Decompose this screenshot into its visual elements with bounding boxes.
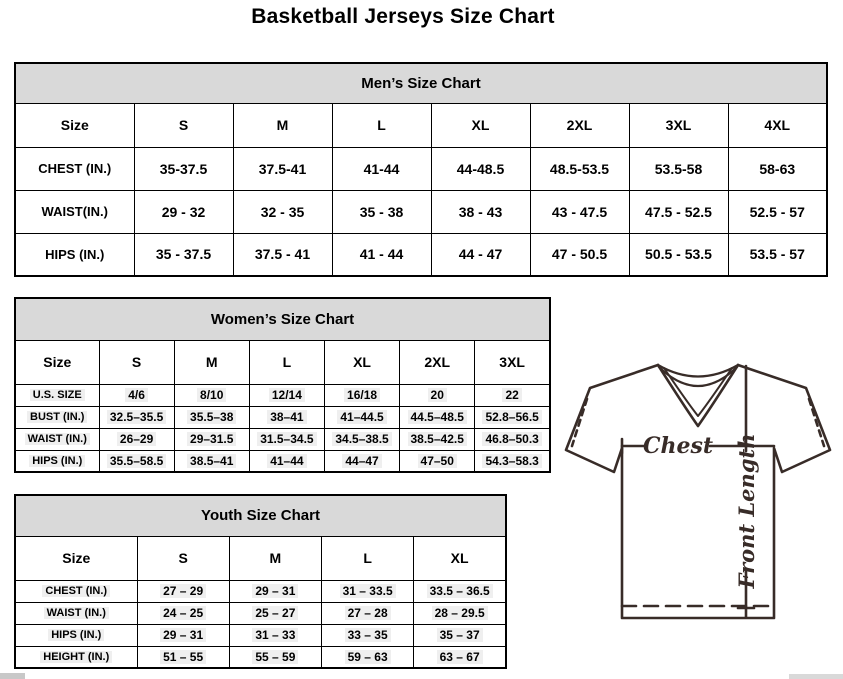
size-value-cell: 38.5–41 — [174, 450, 249, 472]
size-value-cell: 44.5–48.5 — [400, 406, 475, 428]
size-value-cell: 63 – 67 — [414, 646, 506, 668]
row-label: HIPS (IN.) — [15, 624, 137, 646]
row-label: CHEST (IN.) — [15, 580, 137, 602]
size-value-cell: 51 – 55 — [137, 646, 229, 668]
row-label: CHEST (IN.) — [15, 147, 134, 190]
size-value-cell: 41–44.5 — [324, 406, 399, 428]
size-value-cell: 41-44 — [332, 147, 431, 190]
row-label: WAIST (IN.) — [15, 602, 137, 624]
size-value-cell: 53.5 - 57 — [728, 233, 827, 276]
youth-column-header-row — [15, 536, 506, 580]
youth-table-title: Youth Size Chart — [15, 495, 506, 536]
column-header: 2XL — [530, 103, 629, 147]
size-value-cell: 59 – 63 — [322, 646, 414, 668]
table-row — [15, 450, 550, 472]
size-value-cell: 44–47 — [324, 450, 399, 472]
size-value-cell: 54.3–58.3 — [475, 450, 550, 472]
column-header: M — [174, 340, 249, 384]
size-value-cell: 52.5 - 57 — [728, 190, 827, 233]
womens-column-header-row — [15, 340, 550, 384]
jersey-body-outline — [566, 365, 830, 618]
size-value-cell: 34.5–38.5 — [324, 428, 399, 450]
size-value-cell: 52.8–56.5 — [475, 406, 550, 428]
size-value-cell: 43 - 47.5 — [530, 190, 629, 233]
youth-size-table — [14, 494, 507, 669]
size-value-cell: 38.5–42.5 — [400, 428, 475, 450]
size-value-cell: 53.5-58 — [629, 147, 728, 190]
table-row — [15, 147, 827, 190]
column-header: XL — [414, 536, 506, 580]
size-value-cell: 29–31.5 — [174, 428, 249, 450]
size-value-cell: 35-37.5 — [134, 147, 233, 190]
column-header: XL — [431, 103, 530, 147]
table-row — [15, 646, 506, 668]
scrollbar-fragment-right — [789, 674, 843, 679]
column-header: Size — [15, 103, 134, 147]
womens-table-title: Women’s Size Chart — [15, 298, 550, 340]
size-value-cell: 46.8–50.3 — [475, 428, 550, 450]
column-header: S — [99, 340, 174, 384]
table-row — [15, 190, 827, 233]
row-label: WAIST (IN.) — [15, 428, 99, 450]
mens-size-table — [14, 62, 828, 277]
size-value-cell: 47.5 - 52.5 — [629, 190, 728, 233]
size-value-cell: 50.5 - 53.5 — [629, 233, 728, 276]
size-value-cell: 37.5 - 41 — [233, 233, 332, 276]
table-row — [15, 406, 550, 428]
size-value-cell: 16/18 — [324, 384, 399, 406]
row-label: WAIST(IN.) — [15, 190, 134, 233]
size-value-cell: 35 - 37.5 — [134, 233, 233, 276]
row-label: HIPS (IN.) — [15, 450, 99, 472]
jersey-outline-svg — [556, 358, 840, 668]
size-value-cell: 32.5–35.5 — [99, 406, 174, 428]
size-value-cell: 20 — [400, 384, 475, 406]
table-row — [15, 624, 506, 646]
size-value-cell: 38 - 43 — [431, 190, 530, 233]
table-row — [15, 384, 550, 406]
size-value-cell: 35 - 38 — [332, 190, 431, 233]
size-value-cell: 47 - 50.5 — [530, 233, 629, 276]
left-sleeve-dashed-line — [572, 399, 587, 446]
size-value-cell: 31 – 33 — [229, 624, 321, 646]
size-value-cell: 26–29 — [99, 428, 174, 450]
column-header: 2XL — [400, 340, 475, 384]
size-value-cell: 25 – 27 — [229, 602, 321, 624]
size-value-cell: 22 — [475, 384, 550, 406]
size-value-cell: 38–41 — [249, 406, 324, 428]
size-value-cell: 24 – 25 — [137, 602, 229, 624]
table-row — [15, 233, 827, 276]
womens-size-table — [14, 297, 551, 473]
size-value-cell: 4/6 — [99, 384, 174, 406]
size-value-cell: 29 – 31 — [229, 580, 321, 602]
size-value-cell: 35 – 37 — [414, 624, 506, 646]
page-title: Basketball Jerseys Size Chart — [251, 5, 555, 28]
front-length-label: Front Length — [734, 433, 759, 589]
column-header: L — [249, 340, 324, 384]
size-value-cell: 8/10 — [174, 384, 249, 406]
row-label: HEIGHT (IN.) — [15, 646, 137, 668]
size-value-cell: 41 - 44 — [332, 233, 431, 276]
mens-column-header-row — [15, 103, 827, 147]
table-row — [15, 580, 506, 602]
column-header: 3XL — [475, 340, 550, 384]
size-value-cell: 12/14 — [249, 384, 324, 406]
size-value-cell: 33.5 – 36.5 — [414, 580, 506, 602]
column-header: S — [134, 103, 233, 147]
size-value-cell: 37.5-41 — [233, 147, 332, 190]
size-value-cell: 47–50 — [400, 450, 475, 472]
size-value-cell: 35.5–38 — [174, 406, 249, 428]
table-row — [15, 428, 550, 450]
size-value-cell: 35.5–58.5 — [99, 450, 174, 472]
column-header: S — [137, 536, 229, 580]
column-header: L — [332, 103, 431, 147]
size-value-cell: 41–44 — [249, 450, 324, 472]
jersey-collar-arc-outer — [658, 365, 738, 377]
column-header: 4XL — [728, 103, 827, 147]
size-value-cell: 29 - 32 — [134, 190, 233, 233]
size-value-cell: 28 – 29.5 — [414, 602, 506, 624]
column-header: M — [229, 536, 321, 580]
column-header: L — [322, 536, 414, 580]
size-value-cell: 55 – 59 — [229, 646, 321, 668]
column-header: M — [233, 103, 332, 147]
row-label: HIPS (IN.) — [15, 233, 134, 276]
table-row — [15, 602, 506, 624]
size-value-cell: 31 – 33.5 — [322, 580, 414, 602]
column-header: Size — [15, 340, 99, 384]
scrollbar-fragment-left — [0, 673, 25, 679]
mens-table-title: Men’s Size Chart — [15, 63, 827, 103]
column-header: Size — [15, 536, 137, 580]
size-value-cell: 33 – 35 — [322, 624, 414, 646]
row-label: BUST (IN.) — [15, 406, 99, 428]
size-value-cell: 27 – 29 — [137, 580, 229, 602]
column-header: XL — [324, 340, 399, 384]
jersey-measurement-diagram — [556, 358, 840, 668]
size-value-cell: 44-48.5 — [431, 147, 530, 190]
row-label: U.S. SIZE — [15, 384, 99, 406]
column-header: 3XL — [629, 103, 728, 147]
right-sleeve-dashed-line — [809, 399, 824, 446]
size-value-cell: 44 - 47 — [431, 233, 530, 276]
size-value-cell: 31.5–34.5 — [249, 428, 324, 450]
size-value-cell: 29 – 31 — [137, 624, 229, 646]
size-value-cell: 27 – 28 — [322, 602, 414, 624]
chest-label: Chest — [642, 433, 714, 459]
size-value-cell: 58-63 — [728, 147, 827, 190]
size-value-cell: 48.5-53.5 — [530, 147, 629, 190]
size-value-cell: 32 - 35 — [233, 190, 332, 233]
